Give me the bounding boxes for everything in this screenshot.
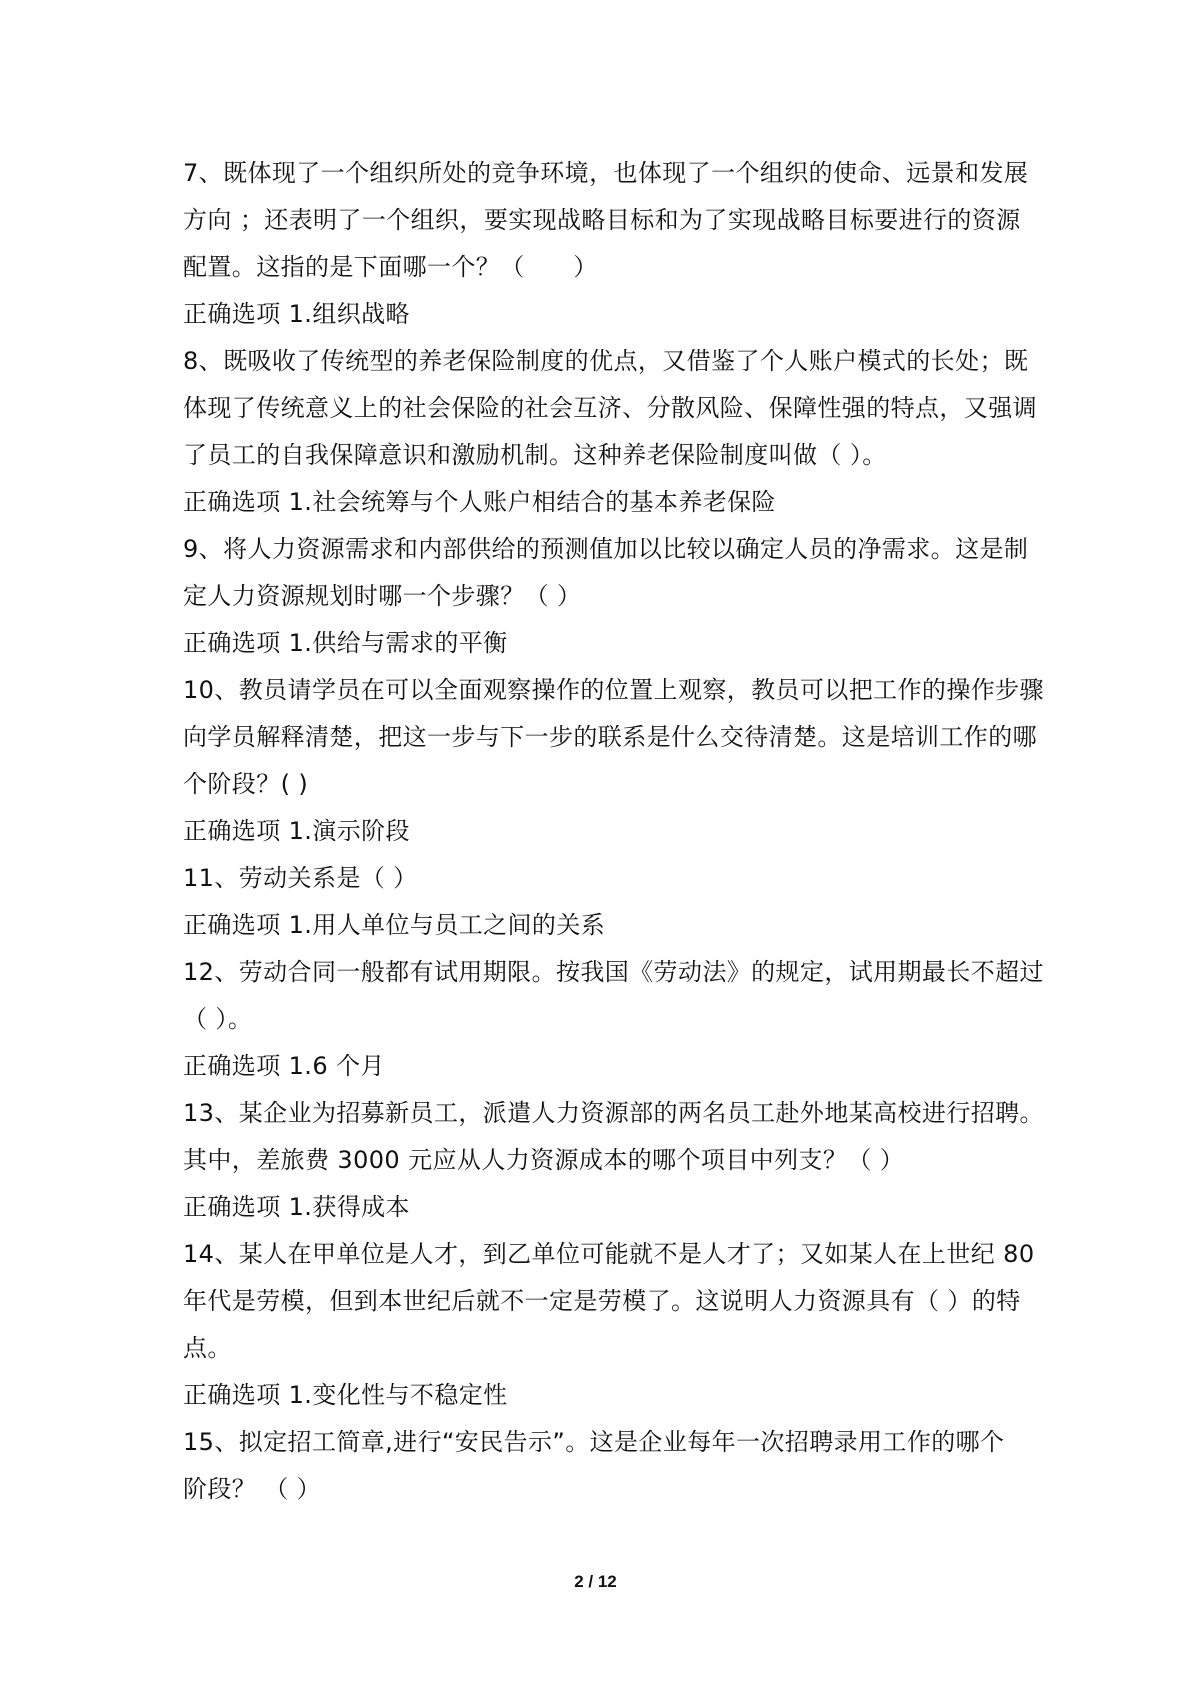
question-14-line-3: 点。 — [183, 1334, 232, 1362]
answer-12: 正确选项 1.6 个月 — [183, 1052, 385, 1080]
question-13-line-2: 其中，差旅费 3000 元应从人力资源成本的哪个项目中列支？（ ） — [183, 1146, 905, 1174]
question-9-line-1: 9、将人力资源需求和内部供给的预测值加以比较以确定人员的净需求。这是制 — [183, 535, 1029, 563]
answer-11: 正确选项 1.用人单位与员工之间的关系 — [183, 911, 606, 939]
question-10-line-2: 向学员解释清楚，把这一步与下一步的联系是什么交待清楚。这是培训工作的哪 — [183, 723, 1037, 751]
question-15-line-2: 阶段？ （ ） — [183, 1475, 322, 1503]
question-14-line-2: 年代是劳模，但到本世纪后就不一定是劳模了。这说明人力资源具有（ ）的特 — [183, 1287, 1021, 1315]
answer-8: 正确选项 1.社会统筹与个人账户相结合的基本养老保险 — [183, 488, 776, 516]
answer-7: 正确选项 1.组织战略 — [183, 300, 410, 328]
question-12-line-2: （ ）。 — [183, 1005, 253, 1033]
question-14-line-1: 14、某人在甲单位是人才，到乙单位可能就不是人才了；又如某人在上世纪 80 — [183, 1240, 1035, 1268]
question-8-line-1: 8、既吸收了传统型的养老保险制度的优点，又借鉴了个人账户模式的长处；既 — [183, 347, 1029, 375]
question-10-line-1: 10、教员请学员在可以全面观察操作的位置上观察，教员可以把工作的操作步骤 — [183, 676, 1044, 704]
answer-9: 正确选项 1.供给与需求的平衡 — [183, 629, 508, 657]
answer-13: 正确选项 1.获得成本 — [183, 1193, 410, 1221]
page-number: 2 / 12 — [574, 1572, 617, 1591]
answer-10: 正确选项 1.演示阶段 — [183, 817, 410, 845]
question-8-line-3: 了员工的自我保障意识和激励机制。这种养老保险制度叫做（ ）。 — [183, 441, 887, 469]
question-7-line-1: 7、既体现了一个组织所处的竞争环境，也体现了一个组织的使命、远景和发展 — [183, 159, 1029, 187]
question-11-line-1: 11、劳动关系是（ ） — [183, 864, 418, 892]
question-9-line-2: 定人力资源规划时哪一个步骤？（ ） — [183, 582, 582, 610]
question-13-line-1: 13、某企业为招募新员工，派遣人力资源部的两名员工赴外地某高校进行招聘。 — [183, 1099, 1044, 1127]
question-8-line-2: 体现了传统意义上的社会保险的社会互济、分散风险、保障性强的特点，又强调 — [183, 394, 1037, 422]
document-body — [183, 150, 1044, 1513]
question-12-line-1: 12、劳动合同一般都有试用期限。按我国《劳动法》的规定，试用期最长不超过 — [183, 958, 1044, 986]
question-10-line-3: 个阶段？( ) — [183, 770, 309, 798]
question-7-line-2: 方向 ；还表明了一个组织，要实现战略目标和为了实现战略目标要进行的资源 — [183, 206, 1021, 234]
question-7-line-3: 配置。这指的是下面哪一个？（ ） — [183, 253, 598, 281]
question-15-line-1: 15、拟定招工简章,进行“安民告示”。这是企业每年一次招聘录用工作的哪个 — [183, 1428, 1005, 1456]
answer-14: 正确选项 1.变化性与不稳定性 — [183, 1381, 508, 1409]
